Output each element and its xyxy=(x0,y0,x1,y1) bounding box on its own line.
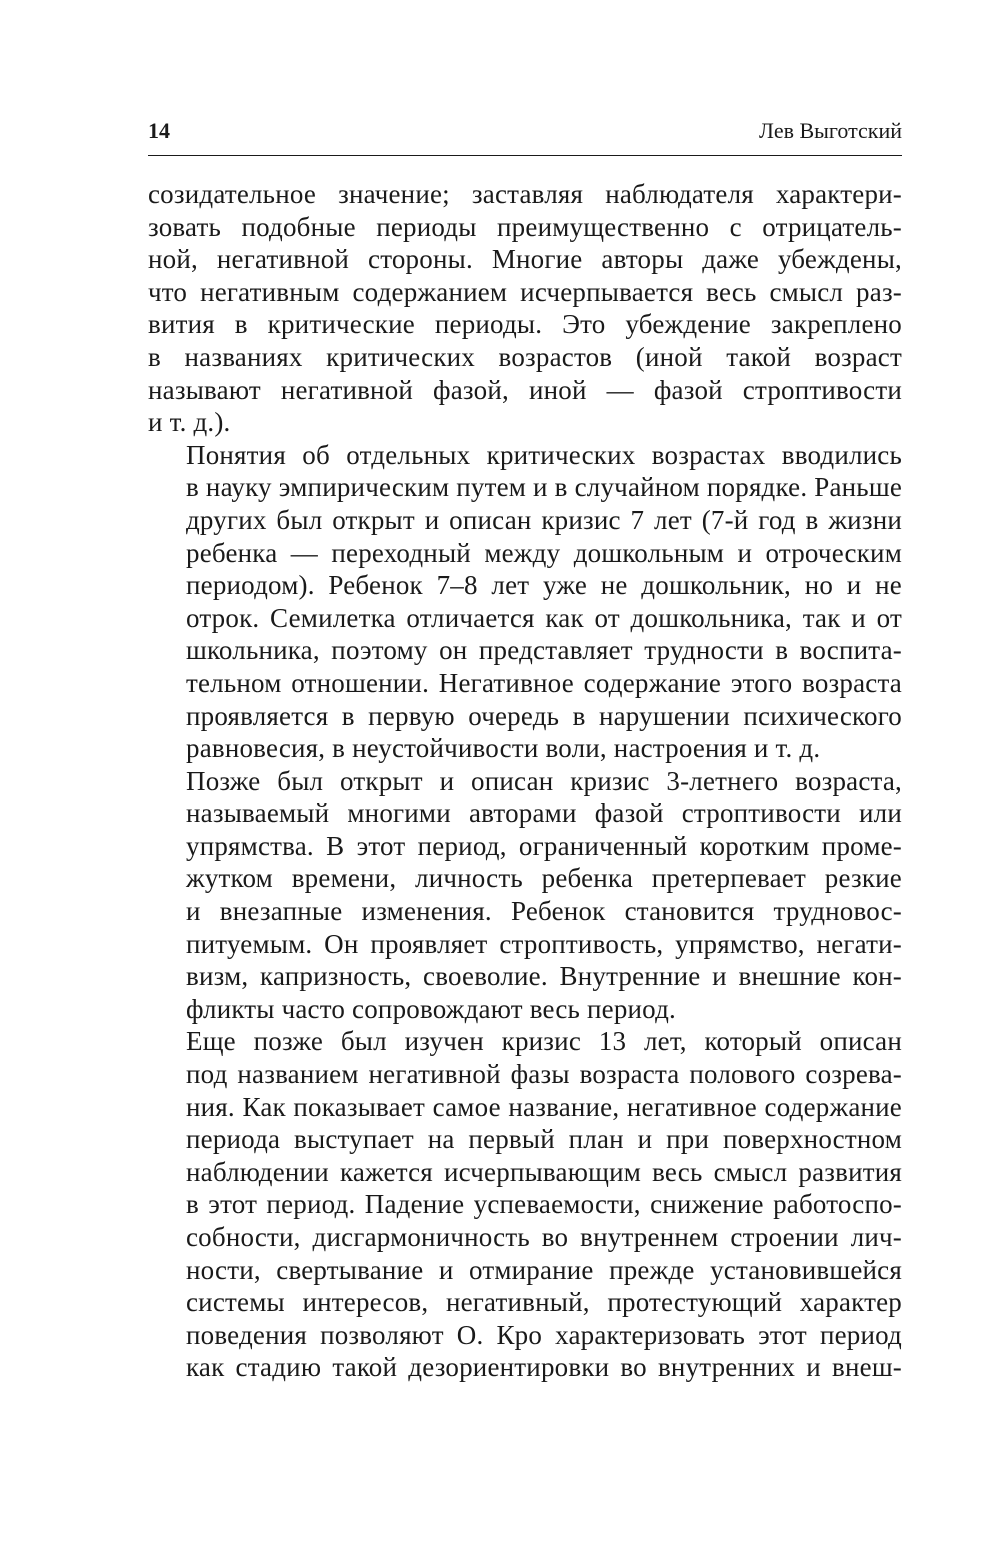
paragraph xyxy=(148,439,902,765)
text-line: поведения позволяют О. Кро характеризовать этот период xyxy=(186,1319,902,1350)
text-line: других был открыт и описан кризис 7 лет (7-й год в жизни xyxy=(186,504,902,535)
text-line: отрок. Семилетка отличается как от дошкольника, так и от xyxy=(186,602,902,633)
running-head xyxy=(148,118,902,156)
text-line: упрямства. В этот период, ограниченный коротким проме- xyxy=(186,830,902,861)
text-line: ребенка — переходный между дошкольным и отроческим xyxy=(186,537,902,568)
text-line: школьника, поэтому он представляет трудности в воспита- xyxy=(186,635,902,666)
text-line: тельном отношении. Негативное содержание этого возраста xyxy=(186,667,902,698)
text-line: Понятия об отдельных критических возрастах вводились xyxy=(186,439,902,470)
text-line: равновесия, в неустойчивости воли, настроения и т. д. xyxy=(186,733,821,764)
text-line: и т. д.). xyxy=(148,407,231,438)
book-page xyxy=(148,118,902,1384)
text-line: в этот период. Падение успеваемости, снижение работоспо- xyxy=(186,1189,902,1220)
body-text xyxy=(148,178,902,1384)
text-line: созидательное значение; заставляя наблюдателя характери- xyxy=(148,179,902,209)
text-line: собности, дисгармоничность во внутреннем строении лич- xyxy=(186,1222,902,1252)
text-line: ния. Как показывает самое название, негативное содержание xyxy=(186,1091,902,1122)
text-line: Еще позже был изучен кризис 13 лет, который описан xyxy=(186,1026,902,1057)
text-line: визм, капризность, своеволие. Внутренние и внешние кон- xyxy=(186,961,902,992)
page-number: 14 xyxy=(148,118,170,143)
text-line: периодом). Ребенок 7–8 лет уже не дошкольник, но и не xyxy=(186,570,902,601)
text-line: наблюдении кажется исчерпывающим весь смысл развития xyxy=(186,1156,902,1187)
text-line: системы интересов, негативный, протестующий характер xyxy=(186,1287,902,1318)
text-line: вития в критические периоды. Это убеждение закреплено xyxy=(148,309,902,340)
text-line: что негативным содержанием исчерпывается весь смысл раз- xyxy=(148,276,902,307)
text-line: в названиях критических возрастов (иной такой возраст xyxy=(148,341,902,372)
text-line: ности, свертывание и отмирание прежде установившейся xyxy=(186,1254,902,1285)
paragraph xyxy=(148,765,902,1026)
text-line: питуемым. Он проявляет строптивость, упрямство, негати- xyxy=(186,928,902,959)
text-line: проявляется в первую очередь в нарушении психического xyxy=(186,700,902,731)
text-line: фликты часто сопровождают весь период. xyxy=(186,993,676,1024)
text-line: называют негативной фазой, иной — фазой строптивости xyxy=(148,374,902,405)
text-line: называемый многими авторами фазой строптивости или xyxy=(186,798,902,829)
text-line: Позже был открыт и описан кризис 3-летнего возраста, xyxy=(186,765,902,796)
text-line: ной, негативной стороны. Многие авторы даже убеждены, xyxy=(148,244,902,275)
text-line: под названием негативной фазы возраста полового созрева- xyxy=(186,1059,902,1090)
running-head-author: Лев Выготский xyxy=(759,118,902,143)
text-line: и внезапные изменения. Ребенок становится трудновос- xyxy=(186,896,902,927)
text-line: в науку эмпирическим путем и в случайном порядке. Раньше xyxy=(186,472,902,503)
paragraph xyxy=(148,1025,902,1384)
paragraph xyxy=(148,178,902,439)
text-line: зовать подобные периоды преимущественно с отрицатель- xyxy=(148,211,902,242)
text-line: жутком времени, личность ребенка претерпевает резкие xyxy=(186,863,902,894)
text-line: как стадию такой дезориентировки во внутренних и внеш- xyxy=(186,1352,902,1383)
text-line: периода выступает на первый план и при поверхностном xyxy=(186,1124,902,1155)
